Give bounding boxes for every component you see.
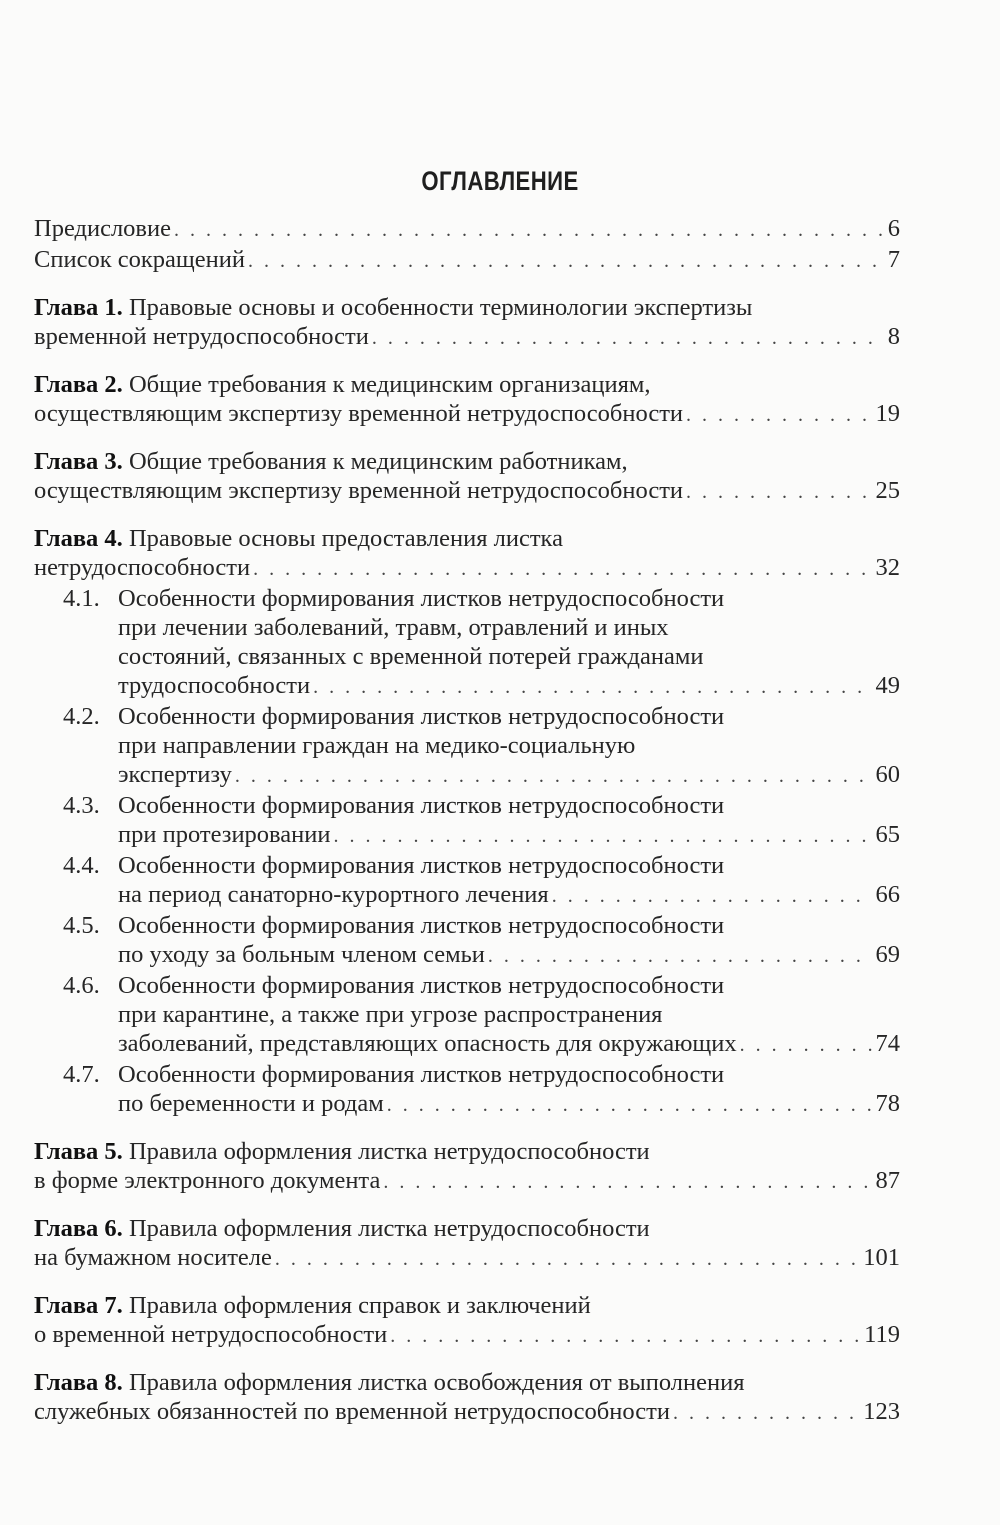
page-number: 74 <box>875 1030 900 1057</box>
entry-title-line: Правила оформления листка освобождения от выполнения <box>128 1369 745 1396</box>
entry-title-line: состояний, связанных с временной потерей гражданами <box>118 643 704 670</box>
toc-entry-section-4-4 <box>34 851 900 911</box>
entry-title-line: осуществляющим экспертизу временной нетрудоспособности <box>34 477 684 504</box>
toc-entry-chapter-2 <box>34 370 900 430</box>
entry-title-line: Особенности формирования листков нетрудоспособности <box>118 852 725 879</box>
entry-title-line: в форме электронного документа <box>34 1167 381 1194</box>
entry-title-line: Особенности формирования листков нетрудоспособности <box>118 703 725 730</box>
entry-title: Предисловие <box>34 215 171 242</box>
entry-title-line: Общие требования к медицинским работникам, <box>128 448 628 475</box>
table-of-contents <box>34 214 900 1428</box>
page-number: 66 <box>875 881 900 908</box>
chapter-label: Глава 2. <box>34 371 123 398</box>
toc-entry-chapter-5 <box>34 1137 900 1197</box>
page-number: 6 <box>887 215 900 242</box>
leader-dots <box>275 1245 859 1274</box>
entry-title-line: при направлении граждан на медико-социальную <box>118 732 636 759</box>
page-number: 19 <box>875 400 900 427</box>
chapter-label: Глава 5. <box>34 1138 123 1165</box>
page-number: 8 <box>887 323 900 350</box>
leader-dots <box>387 1091 872 1120</box>
entry-title-line: Общие требования к медицинским организациям, <box>128 371 651 398</box>
toc-entry-chapter-6 <box>34 1214 900 1274</box>
entry-title-line: экспертизу <box>118 761 232 788</box>
page-number: 49 <box>875 672 900 699</box>
entry-title-line: осуществляющим экспертизу временной нетрудоспособности <box>34 400 684 427</box>
toc-entry-chapter-7 <box>34 1291 900 1351</box>
leader-dots <box>552 882 872 911</box>
leader-dots <box>235 762 872 791</box>
entry-title-line: трудоспособности <box>118 672 311 699</box>
toc-entry-section-4-1 <box>34 584 900 702</box>
page-number: 119 <box>864 1321 900 1348</box>
leader-dots <box>372 324 884 353</box>
entry-title-line: Особенности формирования листков нетрудоспособности <box>118 912 725 939</box>
chapter-label: Глава 4. <box>34 525 123 552</box>
toc-entry-section-4-5 <box>34 911 900 971</box>
entry-title-line: Правовые основы и особенности терминологии экспертизы <box>128 294 753 321</box>
toc-entry-section-4-2 <box>34 702 900 791</box>
section-number: 4.5. <box>63 912 100 939</box>
toc-entry-preface <box>34 214 900 245</box>
leader-dots <box>174 216 884 245</box>
entry-title-line: при лечении заболеваний, травм, отравлений и иных <box>118 614 669 641</box>
entry-title-line: Особенности формирования листков нетрудоспособности <box>118 585 725 612</box>
toc-title: ОГЛАВЛЕНИЕ <box>421 166 579 196</box>
leader-dots <box>390 1322 860 1351</box>
page-number: 87 <box>875 1167 900 1194</box>
leader-dots <box>383 1168 871 1197</box>
page-number: 7 <box>887 246 900 273</box>
leader-dots <box>686 478 871 507</box>
section-number: 4.2. <box>63 703 100 730</box>
section-number: 4.7. <box>63 1061 100 1088</box>
entry-title-line: при карантине, а также при угрозе распространения <box>118 1001 663 1028</box>
page-number: 78 <box>875 1090 900 1117</box>
entry-title-line: о временной нетрудоспособности <box>34 1321 388 1348</box>
entry-title-line: при протезировании <box>118 821 331 848</box>
page-number: 60 <box>875 761 900 788</box>
page-number: 101 <box>863 1244 900 1271</box>
page-number: 123 <box>863 1398 900 1425</box>
leader-dots <box>686 401 871 430</box>
page-number: 65 <box>875 821 900 848</box>
chapter-label: Глава 8. <box>34 1369 123 1396</box>
leader-dots <box>488 942 872 971</box>
entry-title-line: по беременности и родам <box>118 1090 384 1117</box>
entry-title-line: Особенности формирования листков нетрудоспособности <box>118 792 725 819</box>
entry-title: Список сокращений <box>34 246 245 273</box>
entry-title-line: временной нетрудоспособности <box>34 323 369 350</box>
entry-title-line: Правовые основы предоставления листка <box>128 525 563 552</box>
entry-title-line: Правила оформления листка нетрудоспособности <box>128 1215 650 1242</box>
toc-entry-section-4-6 <box>34 971 900 1060</box>
section-number: 4.3. <box>63 792 100 819</box>
entry-title-line: заболеваний, представляющих опасность для окружающих <box>118 1030 737 1057</box>
toc-entry-chapter-8 <box>34 1368 900 1428</box>
entry-title-line: служебных обязанностей по временной нетрудоспособности <box>34 1398 670 1425</box>
chapter-label: Глава 7. <box>34 1292 123 1319</box>
toc-entry-chapter-1 <box>34 293 900 353</box>
section-number: 4.4. <box>63 852 100 879</box>
chapter-label: Глава 6. <box>34 1215 123 1242</box>
toc-entry-section-4-3 <box>34 791 900 851</box>
toc-entry-section-4-7 <box>34 1060 900 1120</box>
page-number: 25 <box>875 477 900 504</box>
entry-title-line: на бумажном носителе <box>34 1244 272 1271</box>
entry-title-line: на период санаторно-курортного лечения <box>118 881 549 908</box>
entry-title-line: Особенности формирования листков нетрудоспособности <box>118 972 725 999</box>
leader-dots <box>740 1031 872 1060</box>
entry-title-line: Правила оформления справок и заключений <box>128 1292 591 1319</box>
entry-title-line: Особенности формирования листков нетрудоспособности <box>118 1061 725 1088</box>
leader-dots <box>673 1399 859 1428</box>
leader-dots <box>313 673 871 702</box>
chapter-label: Глава 3. <box>34 448 123 475</box>
page-number: 69 <box>875 941 900 968</box>
page-number: 32 <box>875 554 900 581</box>
leader-dots <box>253 555 871 584</box>
toc-entry-chapter-3 <box>34 447 900 507</box>
leader-dots <box>248 247 884 276</box>
chapter-label: Глава 1. <box>34 294 123 321</box>
entry-title-line: нетрудоспособности <box>34 554 251 581</box>
toc-entry-abbreviations <box>34 245 900 276</box>
toc-entry-chapter-4 <box>34 524 900 584</box>
entry-title-line: Правила оформления листка нетрудоспособности <box>128 1138 650 1165</box>
leader-dots <box>334 822 872 851</box>
section-number: 4.6. <box>63 972 100 999</box>
entry-title-line: по уходу за больным членом семьи <box>118 941 485 968</box>
section-number: 4.1. <box>63 585 100 612</box>
